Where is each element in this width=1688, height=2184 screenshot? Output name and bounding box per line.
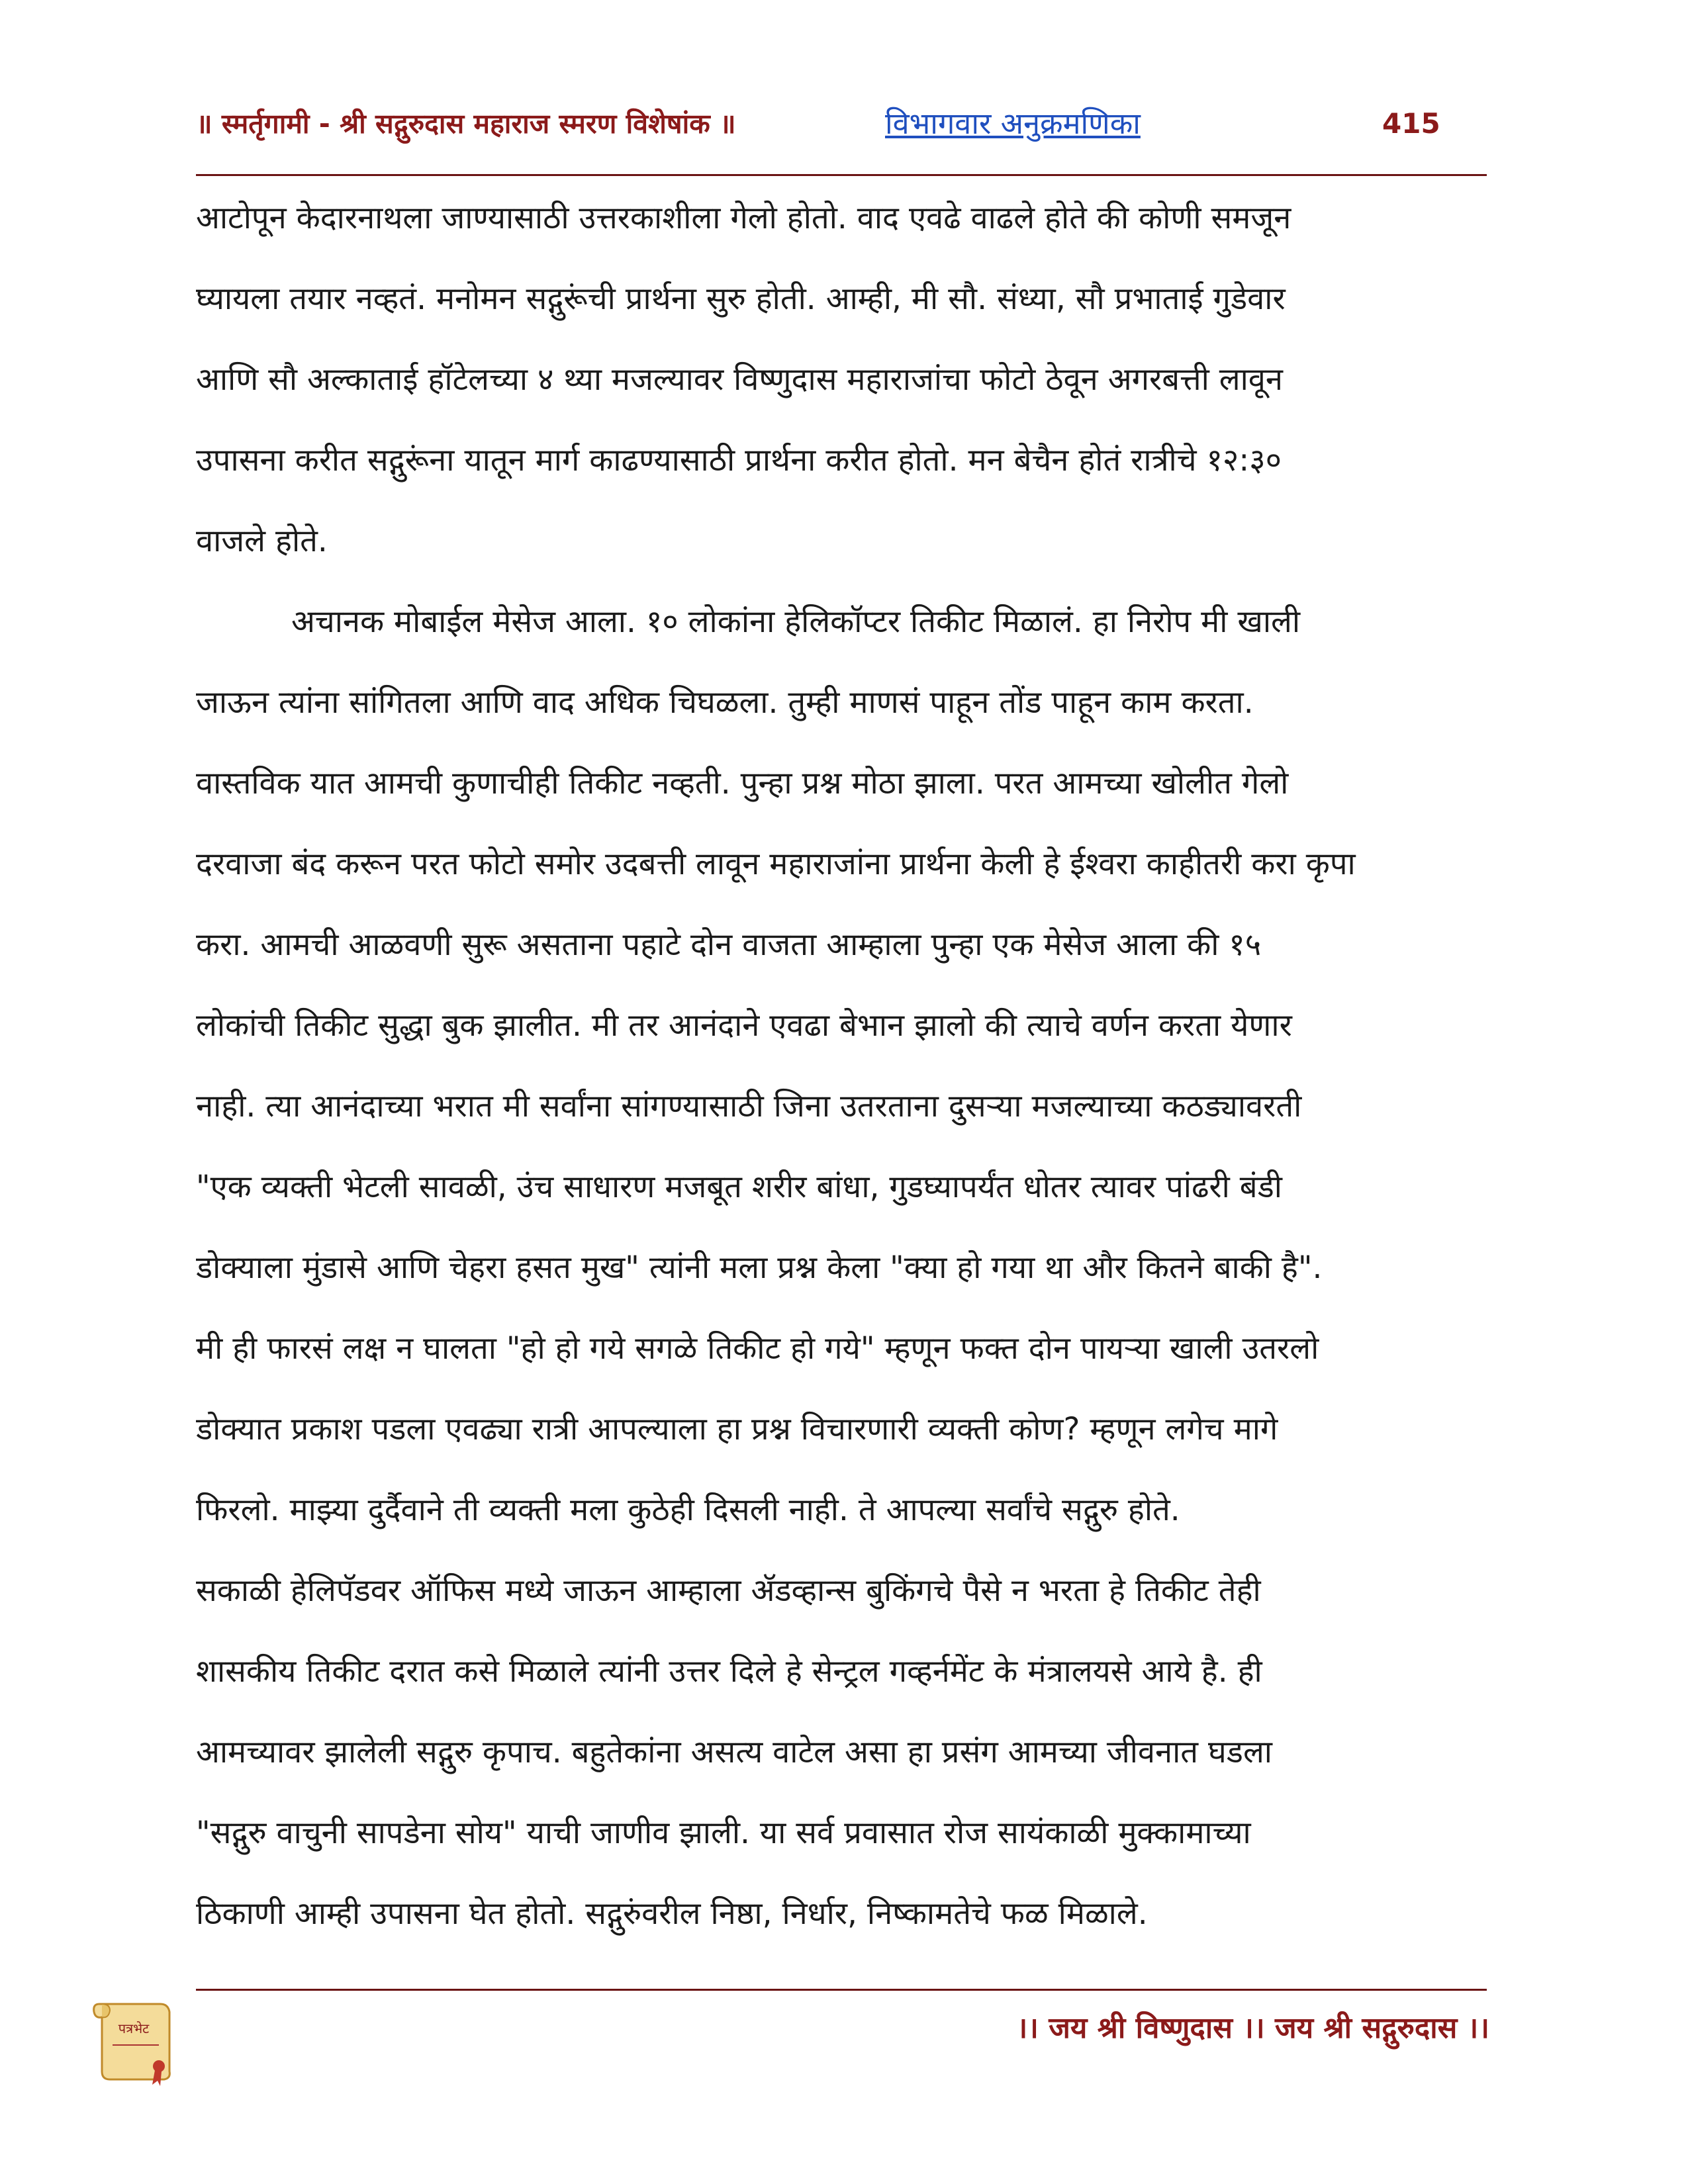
index-link[interactable]: विभागवार अनुक्रमणिका: [885, 106, 1141, 141]
body-line: फिरलो. माझ्या दुर्दैवाने ती व्यक्ती मला कुठेही दिसली नाही. ते आपल्या सर्वांचे सद्गुरु होते.: [196, 1492, 1180, 1528]
body-line: "सद्गुरु वाचुनी सापडेना सोय" याची जाणीव झाली. या सर्व प्रवासात रोज सायंकाळी मुक्कामाच्या: [196, 1815, 1251, 1851]
body-line: नाही. त्या आनंदाच्या भरात मी सर्वांना सांगण्यासाठी जिना उतरताना दुसऱ्या मजल्याच्या कठड्यावरती: [196, 1088, 1302, 1124]
body-line: आमच्यावर झालेली सद्गुरु कृपाच. बहुतेकांना असत्य वाटेल असा हा प्रसंग आमच्या जीवनात घडला: [196, 1734, 1272, 1770]
footer-slogan: ।। जय श्री विष्णुदास ।। जय श्री सद्गुरुदास ।।: [1016, 2011, 1489, 2045]
body-line: घ्यायला तयार नव्हतं. मनोमन सद्गुरूंची प्रार्थना सुरु होती. आम्ही, मी सौ. संध्या, सौ प्रभाताई गुडेवार: [196, 281, 1286, 317]
body-line: करा. आमची आळवणी सुरू असताना पहाटे दोन वाजता आम्हाला पुन्हा एक मेसेज आला की १५: [196, 927, 1262, 963]
body-line: जाऊन त्यांना सांगितला आणि वाद अधिक चिघळला. तुम्ही माणसं पाहून तोंड पाहून काम करता.: [196, 684, 1254, 721]
article-body: [196, 192, 1490, 1952]
body-line: मी ही फारसं लक्ष न घालता "हो हो गये सगळे तिकीट हो गये" म्हणून फक्त दोन पायऱ्या खाली उतरलो: [196, 1330, 1319, 1367]
body-line: लोकांची तिकीट सुद्धा बुक झालीत. मी तर आनंदाने एवढा बेभान झालो की त्याचे वर्णन करता येणार: [196, 1007, 1292, 1044]
scroll-logo-icon: [86, 1992, 179, 2091]
body-line: वास्तविक यात आमची कुणाचीही तिकीट नव्हती. पुन्हा प्रश्न मोठा झाला. परत आमच्या खोलीत गेलो: [196, 765, 1289, 801]
body-line: वाजले होते.: [196, 523, 328, 559]
header-divider: [196, 174, 1487, 176]
body-line: डोक्याला मुंडासे आणि चेहरा हसत मुख" त्यांनी मला प्रश्न केला "क्या हो गया था और कितने बाकी है".: [196, 1250, 1323, 1286]
body-line: आटोपून केदारनाथला जाण्यासाठी उत्तरकाशीला गेलो होतो. वाद एवढे वाढले होते की कोणी समजून: [196, 200, 1291, 236]
body-line: दरवाजा बंद करून परत फोटो समोर उदबत्ती लावून महाराजांना प्रार्थना केली हे ईश्वरा काहीतरी करा कृपा: [196, 846, 1356, 882]
body-line: शासकीय तिकीट दरात कसे मिळाले त्यांनी उत्तर दिले हे सेन्ट्रल गव्हर्नमेंट के मंत्रालयसे आये है. ही: [196, 1653, 1262, 1690]
svg-text:पत्रभेट: पत्रभेट: [118, 2021, 150, 2036]
body-line: ठिकाणी आम्ही उपासना घेत होतो. सद्गुरुंवरील निष्ठा, निर्धार, निष्कामतेचे फळ मिळाले.: [196, 1895, 1148, 1932]
footer-divider: [196, 1989, 1487, 1991]
body-line: आणि सौ अल्काताई हॉटेलच्या ४ थ्या मजल्यावर विष्णुदास महाराजांचा फोटो ठेवून अगरबत्ती लावून: [196, 361, 1283, 398]
body-line-indented: अचानक मोबाईल मेसेज आला. १० लोकांना हेलिकॉप्टर तिकीट मिळालं. हा निरोप मी खाली: [291, 604, 1301, 640]
body-line: उपासना करीत सद्गुरूंना यातून मार्ग काढण्यासाठी प्रार्थना करीत होतो. मन बेचैन होतं रात्रीचे १२:३०: [196, 442, 1282, 478]
body-line: "एक व्यक्ती भेटली सावळी, उंच साधारण मजबूत शरीर बांधा, गुडघ्यापर्यंत धोतर त्यावर पांढरी बंडी: [196, 1169, 1282, 1205]
page-title: ॥ स्मर्तृगामी - श्री सद्गुरुदास महाराज स्मरण विशेषांक ॥: [196, 108, 736, 140]
page-number: 415: [1382, 107, 1440, 140]
body-line: सकाळी हेलिपॅडवर ऑफिस मध्ये जाऊन आम्हाला ॲडव्हान्स बुकिंगचे पैसे न भरता हे तिकीट तेही: [196, 1572, 1261, 1609]
body-line: डोक्यात प्रकाश पडला एवढ्या रात्री आपल्याला हा प्रश्न विचारणारी व्यक्ती कोण? म्हणून लगेच मागे: [196, 1411, 1278, 1447]
